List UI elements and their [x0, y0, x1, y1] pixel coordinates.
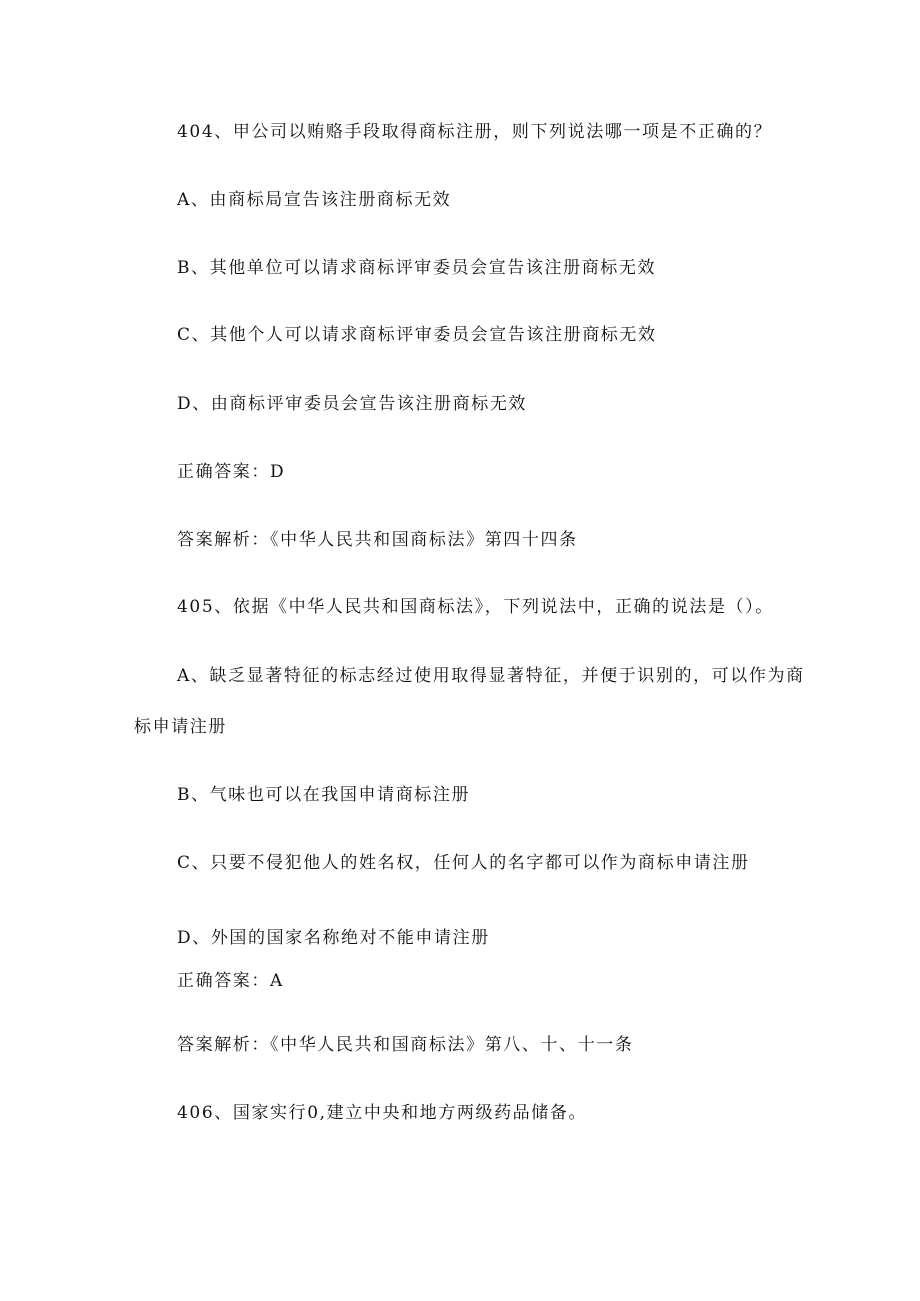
- question-405-option-a-line1: A、缺乏显著特征的标志经过使用取得显著特征，并便于识别的，可以作为商: [177, 666, 805, 686]
- question-405-option-b: B、气味也可以在我国申请商标注册: [177, 785, 471, 805]
- question-404-option-d: D、由商标评审委员会宣告该注册商标无效: [177, 394, 528, 414]
- question-405-answer: 正确答案：A: [177, 971, 284, 991]
- question-406-stem: 406、国家实行0,建立中央和地方两级药品储备。: [177, 1103, 588, 1123]
- question-405-analysis: 答案解析：《中华人民共和国商标法》第八、十、十一条: [177, 1035, 634, 1055]
- question-405-option-c: C、只要不侵犯他人的姓名权，任何人的名字都可以作为商标申请注册: [177, 853, 750, 873]
- question-404-option-a: A、由商标局宣告该注册商标无效: [177, 190, 452, 210]
- question-405-option-d: D、外国的国家名称绝对不能申请注册: [177, 928, 490, 948]
- question-404-stem: 404、甲公司以贿赂手段取得商标注册，则下列说法哪一项是不正确的？: [177, 122, 773, 142]
- question-404-option-c: C、其他个人可以请求商标评审委员会宣告该注册商标无效: [177, 325, 657, 345]
- question-405-option-a-line2: 标申请注册: [134, 717, 227, 737]
- question-404-option-b: B、其他单位可以请求商标评审委员会宣告该注册商标无效: [177, 258, 657, 278]
- question-404-analysis: 答案解析：《中华人民共和国商标法》第四十四条: [177, 530, 578, 550]
- question-404-answer: 正确答案：D: [177, 462, 286, 482]
- question-405-stem: 405、依据《中华人民共和国商标法》，下列说法中，正确的说法是（）。: [177, 597, 774, 617]
